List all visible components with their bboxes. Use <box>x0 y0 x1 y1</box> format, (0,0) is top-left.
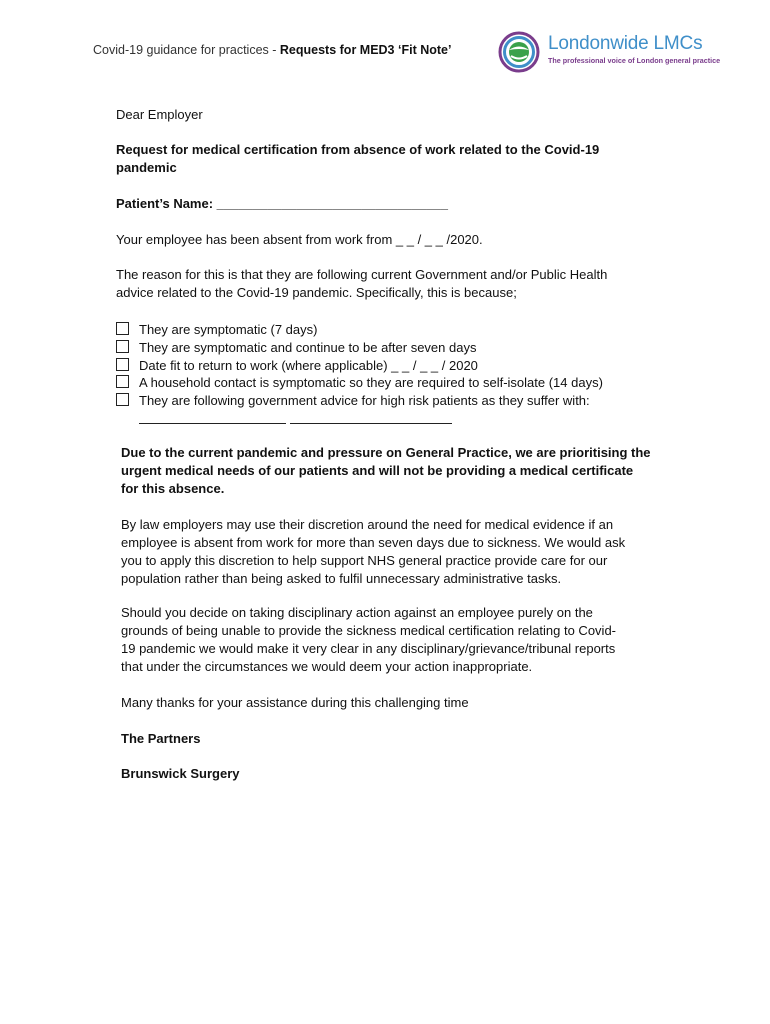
logo-emblem-icon <box>498 31 542 73</box>
disciplinary-line-4: that under the circumstances we would deem your action inappropriate. <box>121 659 533 674</box>
thanks-line: Many thanks for your assistance during this challenging time <box>121 695 469 710</box>
header-title: Requests for MED3 ‘Fit Note’ <box>279 43 452 57</box>
logo-name: Londonwide LMCs <box>548 33 703 54</box>
subject-line-1: Request for medical certification from absence of work related to the Covid-19 <box>116 142 600 157</box>
notice-line-3: for this absence. <box>121 481 225 496</box>
law-line-3: you to apply this discretion to help support NHS general practice provide care for our <box>121 553 608 568</box>
law-line-2: employee is absent from work for more than seven days due to sickness. We would ask <box>121 535 626 550</box>
option-label: They are following government advice for high risk patients as they suffer with: <box>139 393 590 408</box>
checkbox[interactable] <box>116 393 129 406</box>
option-label: They are symptomatic and continue to be after seven days <box>139 340 477 355</box>
checkbox[interactable] <box>116 340 129 353</box>
option-label: They are symptomatic (7 days) <box>139 322 318 337</box>
law-line-4: population rather than being asked to fulfil unnecessary administrative tasks. <box>121 571 562 586</box>
absence-dates: Your employee has been absent from work from _ _ / _ _ /2020. <box>116 232 483 247</box>
reason-line-1: The reason for this is that they are following current Government and/or Public Health <box>116 267 608 282</box>
notice-line-1: Due to the current pandemic and pressure on General Practice, we are prioritising the <box>121 445 651 460</box>
patient-name-label: Patient’s Name: ________________________________ <box>116 196 449 211</box>
checkbox[interactable] <box>116 358 129 371</box>
option-label: Date fit to return to work (where applicable) _ _ / _ _ / 2020 <box>139 358 478 373</box>
salutation: Dear Employer <box>116 107 203 122</box>
condition-blank-line[interactable] <box>290 423 452 424</box>
page-header <box>93 43 451 57</box>
header-prefix: Covid-19 guidance for practices - <box>93 43 280 57</box>
condition-blank-line[interactable] <box>139 423 286 424</box>
disciplinary-line-3: 19 pandemic we would make it very clear in any disciplinary/grievance/tribunal reports <box>121 641 616 656</box>
logo-tagline: The professional voice of London general practice <box>548 56 721 65</box>
notice-line-2: urgent medical needs of our patients and will not be providing a medical certificate <box>121 463 634 478</box>
disciplinary-line-1: Should you decide on taking disciplinary action against an employee purely on the <box>121 605 593 620</box>
checkbox[interactable] <box>116 322 129 335</box>
londonwide-logo <box>498 31 721 73</box>
signoff: The Partners <box>121 731 201 746</box>
subject-line-2: pandemic <box>116 160 177 175</box>
disciplinary-line-2: grounds of being unable to provide the sickness medical certification relating to Covid- <box>121 623 616 638</box>
option-label: A household contact is symptomatic so they are required to self-isolate (14 days) <box>139 375 603 390</box>
law-line-1: By law employers may use their discretion around the need for medical evidence if an <box>121 517 614 532</box>
practice-name: Brunswick Surgery <box>121 766 240 781</box>
reason-line-2: advice related to the Covid-19 pandemic. Specifically, this is because; <box>116 285 517 300</box>
checkbox[interactable] <box>116 375 129 388</box>
